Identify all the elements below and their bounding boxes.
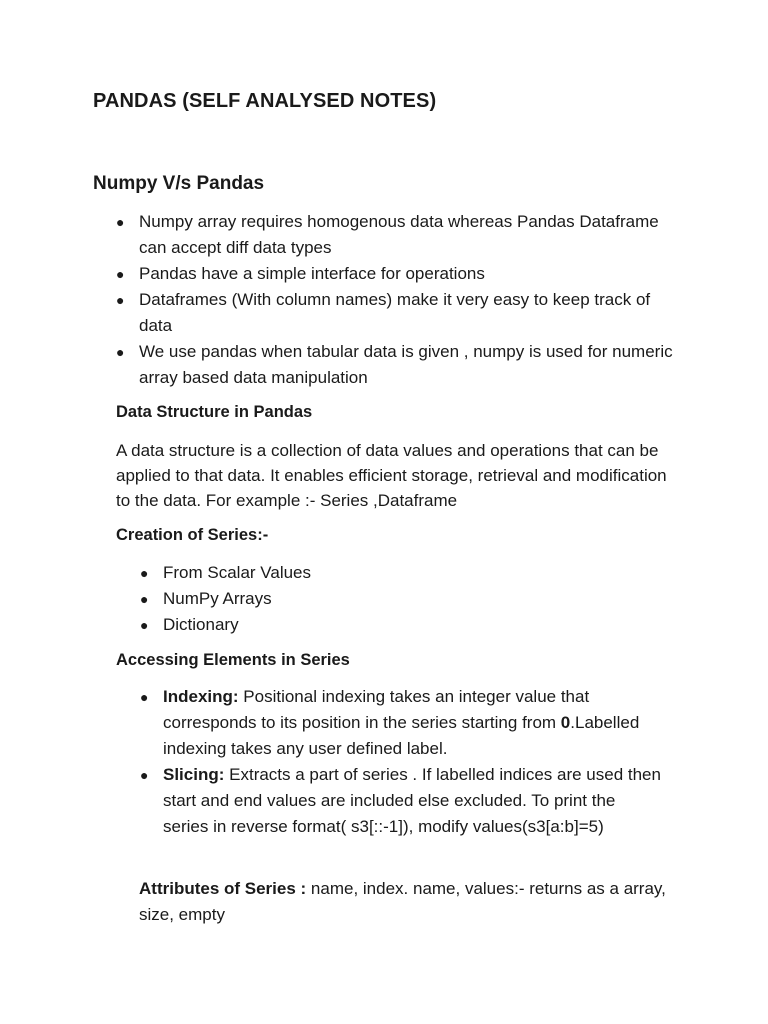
list-item [140,586,663,612]
list-item-indexing [140,684,663,762]
list-item-text: From Scalar Values [163,563,312,582]
list-item-text: We use pandas when tabular data is given , numpy is used for numeric array based data manipulation [139,342,673,387]
list-item-slicing [140,762,663,840]
list-item [140,560,663,586]
attributes-of-series [139,876,679,928]
bullet-icon: ● [140,767,149,783]
bullet-icon: ● [140,591,149,607]
list-item [116,287,679,339]
list-item [116,261,679,287]
list-item-text: Pandas have a simple interface for operations [139,264,485,283]
slicing-label: Slicing: [163,765,225,784]
creation-of-series-list [140,560,663,638]
bullet-icon: ● [140,617,149,633]
section-heading-numpy-vs-pandas: Numpy V/s Pandas [93,173,265,194]
bullet-icon: ● [140,689,149,705]
list-item-text: NumPy Arrays [163,589,272,608]
bullet-icon: ● [116,344,125,360]
slicing-text: Extracts a part of series . If labelled indices are used then start and end values are included else excluded. To print the series in reverse format( s3[::-1]), modify values(s3[a:b]=5) [163,765,661,836]
indexing-zero: 0 [560,713,571,732]
list-item-text: Dataframes (With column names) make it very easy to keep track of data [139,290,651,335]
list-item [140,612,663,638]
subheading-creation-of-series: Creation of Series:- [116,526,269,544]
numpy-vs-pandas-list [116,209,679,391]
indexing-label: Indexing: [163,687,239,706]
accessing-elements-list [140,684,663,840]
bullet-icon: ● [116,292,125,308]
data-structure-paragraph: A data structure is a collection of data values and operations that can be applied to that data. It enables efficient storage, retrieval and modification to the data. For example :- Series ,Dataframe [116,441,667,510]
list-item [116,339,679,391]
subheading-data-structure: Data Structure in Pandas [116,403,313,421]
attributes-label: Attributes of Series : [139,879,307,898]
bullet-icon: ● [140,565,149,581]
subheading-accessing-elements: Accessing Elements in Series [116,651,350,669]
list-item-text: Numpy array requires homogenous data whereas Pandas Dataframe can accept diff data types [139,212,659,257]
list-item-text: Dictionary [163,615,239,634]
bullet-icon: ● [116,266,125,282]
attributes-text: name, index. name, values:- returns as a array, size, empty [139,879,666,924]
indexing-text-a: Positional indexing takes an integer value that corresponds to its position in the series starting from [163,687,590,732]
bullet-icon: ● [116,214,125,230]
page-title: PANDAS (SELF ANALYSED NOTES) [93,90,437,112]
list-item [116,209,679,261]
indexing-text-b: .Labelled indexing takes any user defined label. [163,713,640,758]
